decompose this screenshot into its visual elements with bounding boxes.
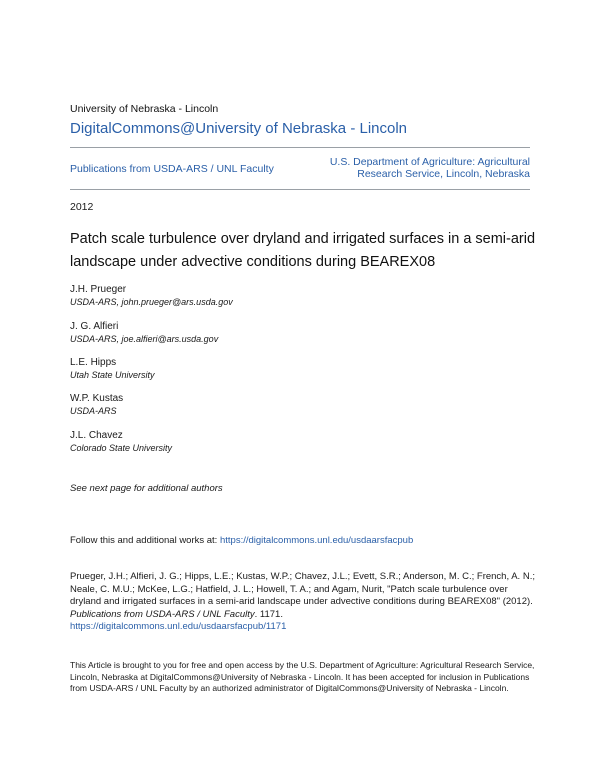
author-affiliation: USDA-ARS, joe.alfieri@ars.usda.gov <box>70 334 219 344</box>
author-block <box>70 321 218 345</box>
author-name: J. G. Alfieri <box>70 321 119 332</box>
access-notice: This Article is brought to you for free and open access by the U.S. Department of Agriculture: Agricultural Research Service, Lincoln, Nebraska at DigitalCommons@University of Nebraska - Lincoln. It has been accepted for inclusion in Publications from USDA-ARS / UNL Faculty by an authorized administrator of DigitalCommons@University of Nebraska - Lincoln. <box>70 660 535 693</box>
citation-text: Prueger, J.H.; Alfieri, J. G.; Hipps, L.E.; Kustas, W.P.; Chavez, J.L.; Evett, S.R.; Anderson, M. C.; French, A. N.; Neale, C. M.U.; McKee, L.G.; Hatfield, J. L.; Howell, T. A.; and Agam, Nurit, "Patch scale turbulence over dryland and irrigated surfaces in a semi-arid landscape under advective conditions during BEAREX08" (2012). <box>70 571 535 607</box>
department-link[interactable]: U.S. Department of Agriculture: Agricultural Research Service, Lincoln, Nebraska <box>329 156 530 180</box>
author-block <box>70 393 123 417</box>
follow-line <box>70 535 413 546</box>
author-block <box>70 284 233 308</box>
citation <box>70 571 540 634</box>
divider-top <box>70 147 530 148</box>
author-name: J.L. Chavez <box>70 430 123 441</box>
citation-number: . 1171. <box>254 608 283 620</box>
author-name: L.E. Hipps <box>70 357 117 368</box>
publication-year: 2012 <box>70 201 94 213</box>
publications-link[interactable]: Publications from USDA-ARS / UNL Faculty <box>70 163 274 175</box>
author-affiliation: Colorado State University <box>70 443 173 453</box>
article-title: Patch scale turbulence over dryland and irrigated surfaces in a semi-arid landscape under advective conditions during BEAREX08 <box>70 231 536 270</box>
author-affiliation: USDA-ARS, john.prueger@ars.usda.gov <box>70 297 233 307</box>
follow-prefix: Follow this and additional works at: <box>70 535 220 546</box>
repository-link[interactable]: DigitalCommons@University of Nebraska - Lincoln <box>70 120 408 137</box>
citation-venue: Publications from USDA-ARS / UNL Faculty <box>70 608 255 620</box>
author-affiliation: Utah State University <box>70 370 155 380</box>
collection-url-link[interactable]: https://digitalcommons.unl.edu/usdaarsfacpub <box>219 535 414 546</box>
author-block <box>70 357 155 381</box>
author-block <box>70 430 172 454</box>
author-name: W.P. Kustas <box>70 393 124 404</box>
author-affiliation: USDA-ARS <box>70 406 117 416</box>
author-name: J.H. Prueger <box>70 284 127 295</box>
article-url-link[interactable]: https://digitalcommons.unl.edu/usdaarsfacpub/1171 <box>70 621 287 632</box>
see-next-page-note: See next page for additional authors <box>70 483 223 494</box>
divider-bottom <box>70 189 530 190</box>
institution-name: University of Nebraska - Lincoln <box>70 103 219 115</box>
